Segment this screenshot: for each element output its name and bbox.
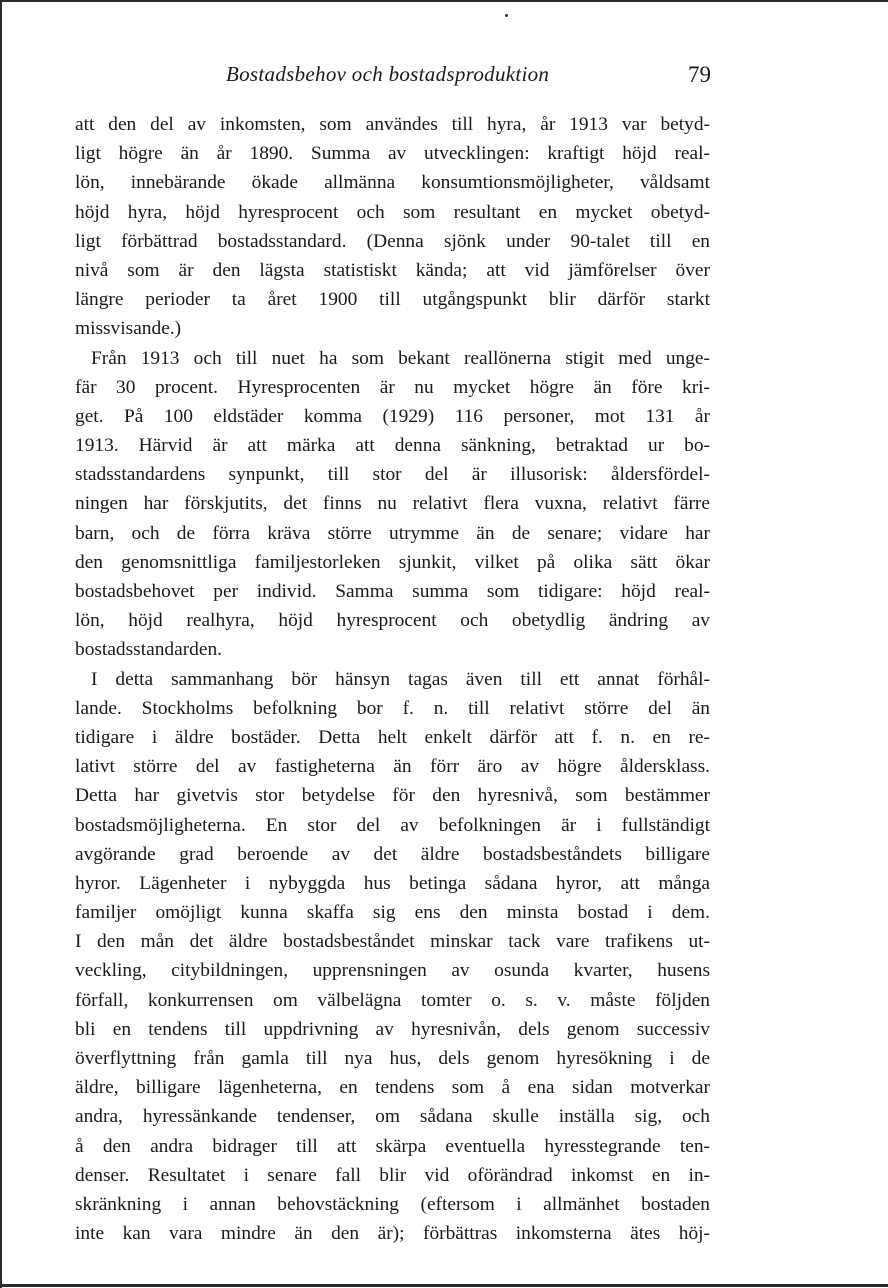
text-line: å den andra bidrager till att skärpa eventuella hyresstegrande ten-	[75, 1135, 710, 1157]
text-line: I den mån det äldre bostadsbeståndet minskar tack vare trafikens ut-	[75, 931, 710, 953]
text-line: veckling, citybildningen, upprensningen av osunda kvarter, husens	[75, 960, 710, 982]
text-line: 1913. Härvid är att märka att denna sänkning, betraktad ur bo-	[75, 435, 710, 457]
scan-edge-left	[0, 0, 2, 1288]
text-line: överflyttning från gamla till nya hus, dels genom hyresökning i de	[75, 1048, 710, 1069]
text-line: stadsstandardens synpunkt, till stor del är illusorisk: åldersfördel-	[75, 464, 710, 486]
text-line: lativt större del av fastigheterna än förr äro av högre åldersklass.	[75, 756, 710, 778]
body-text	[75, 110, 710, 1248]
text-line: inte kan vara mindre än den är); förbättras inkomsterna ätes höj-	[75, 1223, 710, 1245]
text-line: avgörande grad beroende av det äldre bostadsbeståndets billigare	[75, 843, 710, 865]
text-line: ligt högre än år 1890. Summa av utvecklingen: kraftigt höjd real-	[75, 143, 710, 165]
page-number: 79	[688, 62, 711, 87]
text-line: höjd hyra, höjd hyresprocent och som resultant en mycket obetyd-	[75, 201, 710, 223]
text-line: lande. Stockholms befolkning bor f. n. till relativt större del än	[75, 697, 710, 719]
text-line: I detta sammanhang bör hänsyn tagas även till ett annat förhål-	[91, 668, 710, 690]
text-line: ningen har förskjutits, det finns nu relativt flera vuxna, relativt färre	[75, 493, 710, 515]
text-line: bostadsmöjligheterna. En stor del av befolkningen är i fullständigt	[75, 814, 710, 836]
text-line: Detta har givetvis stor betydelse för den hyresnivå, som bestämmer	[75, 785, 710, 807]
text-line: fär 30 procent. Hyresprocenten är nu mycket högre än före kri-	[75, 376, 710, 398]
paragraph	[75, 110, 710, 344]
text-line: nivå som är den lägsta statistiskt kända; att vid jämförelser över	[75, 259, 710, 281]
text-line: missvisande.)	[75, 318, 182, 340]
text-line: lön, innebärande ökade allmänna konsumtionsmöjligheter, våldsamt	[75, 172, 710, 194]
text-line: denser. Resultatet i senare fall blir vid oförändrad inkomst en in-	[75, 1164, 710, 1186]
scan-speck	[505, 14, 508, 17]
scan-edge-bottom	[0, 1284, 888, 1287]
scan-edge-top	[0, 0, 888, 2]
text-line: Från 1913 och till nuet ha som bekant reallönerna stigit med unge-	[91, 347, 710, 369]
paragraph	[75, 344, 710, 665]
text-line: lön, höjd realhyra, höjd hyresprocent och obetydlig ändring av	[75, 610, 710, 632]
text-line: barn, och de förra kräva större utrymme än de senare; vidare har	[75, 522, 710, 544]
text-line: andra, hyressänkande tendenser, om sådana skulle inställa sig, och	[75, 1106, 710, 1128]
text-line: familjer omöjligt kunna skaffa sig ens den minsta bostad i dem.	[75, 902, 710, 924]
text-line: bostadsbehovet per individ. Samma summa som tidigare: höjd real-	[75, 581, 710, 602]
text-line: bostadsstandarden.	[75, 639, 223, 661]
text-line: skränkning i annan behovstäckning (eftersom i allmänhet bostaden	[75, 1193, 710, 1215]
text-line: att den del av inkomsten, som användes till hyra, år 1913 var betyd-	[75, 114, 710, 135]
text-line: förfall, konkurrensen om välbelägna tomter o. s. v. måste följden	[75, 989, 710, 1011]
text-line: tidigare i äldre bostäder. Detta helt enkelt därför att f. n. en re-	[75, 726, 710, 748]
text-line: hyror. Lägenheter i nybyggda hus betinga sådana hyror, att många	[75, 872, 710, 894]
text-line: äldre, billigare lägenheterna, en tendens som å ena sidan motverkar	[75, 1077, 710, 1099]
paragraph	[75, 665, 710, 1249]
text-line: längre perioder ta året 1900 till utgångspunkt blir därför starkt	[75, 289, 710, 311]
text-line: get. På 100 eldstäder komma (1929) 116 personer, mot 131 år	[75, 405, 710, 427]
text-line: den genomsnittliga familjestorleken sjunkit, vilket på olika sätt ökar	[75, 551, 710, 573]
text-line: ligt förbättrad bostadsstandard. (Denna sjönk under 90-talet till en	[75, 230, 710, 252]
text-line: bli en tendens till uppdrivning av hyresnivån, dels genom successiv	[75, 1018, 710, 1040]
running-title: Bostadsbehov och bostadsproduktion	[226, 62, 550, 86]
